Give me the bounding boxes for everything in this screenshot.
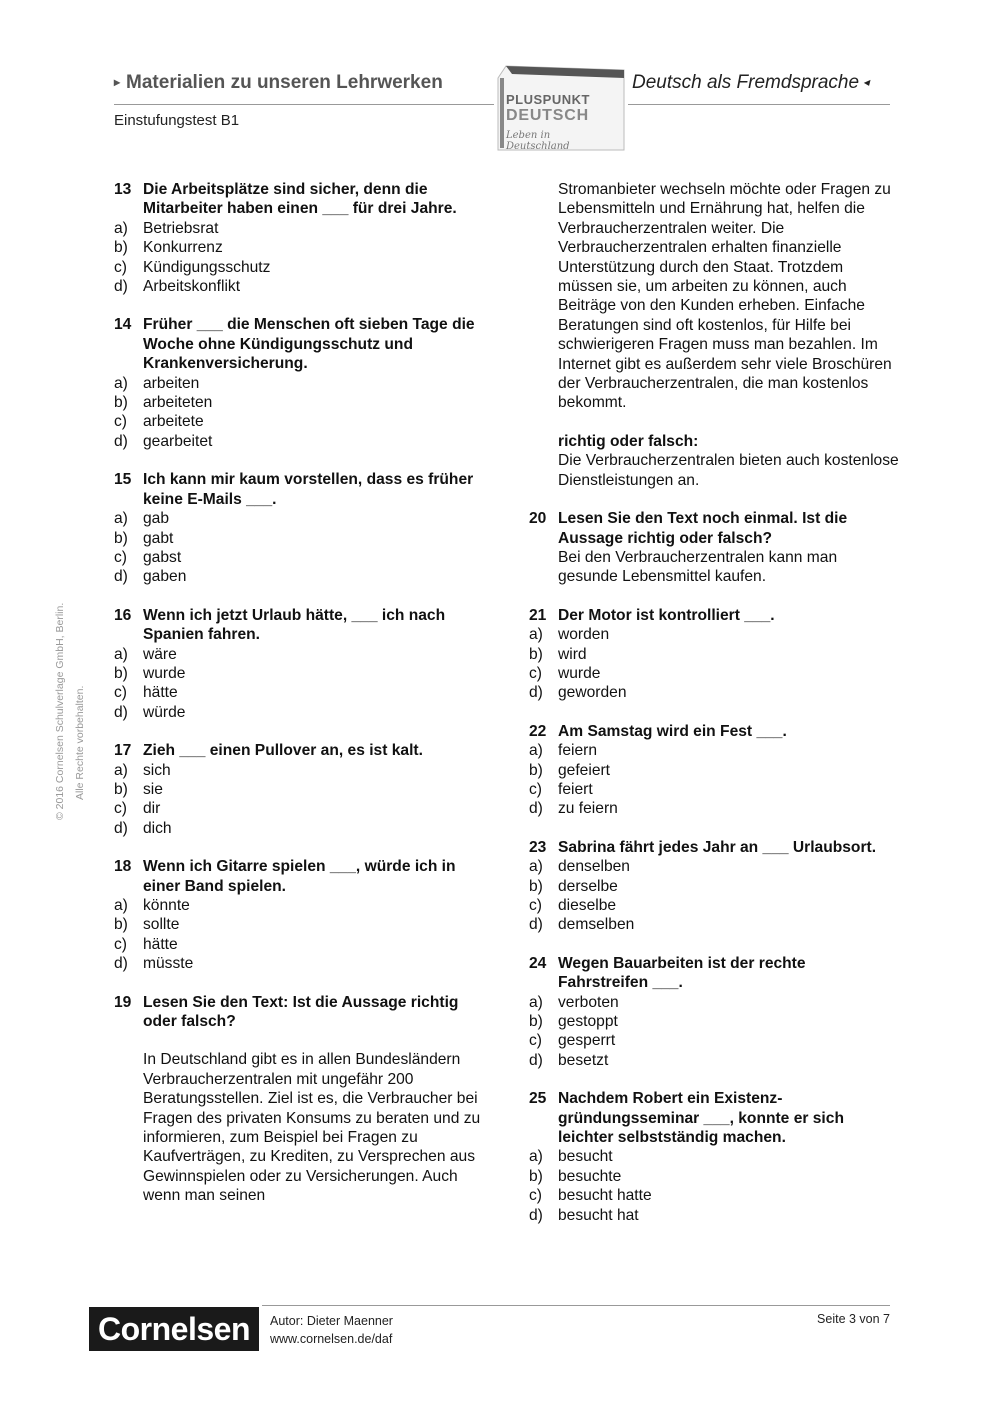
option-letter: c) bbox=[114, 548, 127, 566]
option-text: arbeitete bbox=[143, 413, 204, 431]
question-number: 21 bbox=[529, 606, 547, 624]
option-letter: b) bbox=[114, 664, 128, 682]
option-text: gearbeitet bbox=[143, 432, 213, 450]
option[interactable] bbox=[529, 877, 899, 896]
option-letter: c) bbox=[529, 664, 542, 682]
option-letter: d) bbox=[529, 1051, 543, 1069]
question-number: 23 bbox=[529, 838, 547, 856]
option-text: Kündigungsschutz bbox=[143, 258, 271, 276]
question-15 bbox=[114, 470, 484, 586]
option-letter: a) bbox=[529, 1148, 543, 1166]
subject-title bbox=[632, 72, 890, 94]
footer-divider bbox=[262, 1305, 890, 1306]
option-text: feiert bbox=[558, 780, 593, 798]
option-text: sie bbox=[143, 780, 163, 798]
option[interactable] bbox=[114, 896, 484, 915]
option-text: gabt bbox=[143, 529, 174, 547]
copyright-line-2: Alle Rechte vorbehalten. bbox=[74, 685, 86, 800]
question-16 bbox=[114, 606, 484, 722]
option-letter: c) bbox=[114, 258, 127, 276]
option-letter: b) bbox=[114, 239, 128, 257]
option-letter: c) bbox=[529, 1187, 542, 1205]
option-letter: b) bbox=[114, 529, 128, 547]
option-letter: a) bbox=[114, 510, 128, 528]
question-20 bbox=[529, 509, 899, 587]
option-letter: d) bbox=[114, 568, 128, 586]
option[interactable] bbox=[114, 258, 484, 277]
option[interactable] bbox=[529, 1167, 899, 1186]
question-text: Früher ___ die Menschen oft sieben Tage die Woche ohne Kündigungsschutz und Krankenversicherung. bbox=[143, 316, 475, 373]
question-25 bbox=[529, 1089, 899, 1225]
option-letter: c) bbox=[114, 800, 127, 818]
question-header bbox=[114, 993, 484, 1032]
question-header bbox=[529, 606, 899, 625]
question-header bbox=[529, 509, 899, 548]
option-text: würde bbox=[143, 703, 186, 721]
option[interactable] bbox=[529, 683, 899, 702]
question-header bbox=[114, 857, 484, 896]
option[interactable] bbox=[114, 915, 484, 934]
question-24 bbox=[529, 954, 899, 1070]
option[interactable] bbox=[529, 1031, 899, 1050]
option[interactable] bbox=[529, 645, 899, 664]
subject-title-text: Deutsch als Fremdsprache bbox=[632, 72, 860, 93]
option[interactable] bbox=[114, 799, 484, 818]
pluspunkt-logo bbox=[492, 64, 628, 152]
option-text: gaben bbox=[143, 568, 187, 586]
logo-line-3: Leben in Deutschland bbox=[506, 130, 570, 152]
option[interactable] bbox=[529, 857, 899, 876]
option-letter: d) bbox=[529, 1206, 543, 1224]
option-text: besucht hat bbox=[558, 1206, 639, 1224]
header-left bbox=[114, 72, 494, 94]
option[interactable] bbox=[529, 625, 899, 644]
option-letter: b) bbox=[529, 877, 543, 895]
question-13 bbox=[114, 180, 484, 296]
option-text: wäre bbox=[143, 645, 177, 663]
option-text: sollte bbox=[143, 916, 180, 934]
cornelsen-logo: Cornelsen bbox=[89, 1307, 259, 1351]
option-letter: a) bbox=[529, 742, 543, 760]
question-21 bbox=[529, 606, 899, 703]
question-text: Nachdem Robert ein Existenz-gründungsseminar ___, konnte er sich leichter selbstständig machen. bbox=[558, 1090, 844, 1147]
true-false-text: Die Verbraucherzentralen bieten auch kostenlose Dienstleistungen an. bbox=[558, 452, 899, 489]
question-header bbox=[114, 606, 484, 645]
option-text: besuchte bbox=[558, 1167, 622, 1185]
option[interactable] bbox=[114, 780, 484, 799]
option[interactable] bbox=[114, 548, 484, 567]
option-letter: d) bbox=[529, 800, 543, 818]
question-text: Zieh ___ einen Pullover an, es ist kalt. bbox=[143, 742, 423, 760]
option[interactable] bbox=[114, 645, 484, 664]
question-text: Lesen Sie den Text: Ist die Aussage richtig oder falsch? bbox=[143, 993, 459, 1031]
left-column bbox=[114, 180, 484, 1225]
option[interactable] bbox=[529, 799, 899, 818]
option[interactable] bbox=[529, 761, 899, 780]
option[interactable] bbox=[529, 741, 899, 760]
option-letter: c) bbox=[114, 935, 127, 953]
copyright-note bbox=[50, 603, 90, 820]
option[interactable] bbox=[114, 412, 484, 431]
option-text: Konkurrenz bbox=[143, 239, 223, 257]
option[interactable] bbox=[529, 1186, 899, 1205]
option-text: arbeiteten bbox=[143, 394, 213, 412]
option-letter: a) bbox=[114, 897, 128, 914]
option-letter: b) bbox=[114, 916, 128, 934]
option-letter: a) bbox=[529, 858, 543, 876]
question-text: Sabrina fährt jedes Jahr an ___ Urlaubsort. bbox=[558, 838, 877, 856]
option-text: zu feiern bbox=[558, 800, 618, 818]
option-letter: b) bbox=[529, 645, 543, 663]
question-header bbox=[529, 838, 899, 857]
option-text: derselbe bbox=[558, 877, 618, 895]
true-false-statement bbox=[529, 432, 899, 490]
question-text: Ich kann mir kaum vorstellen, dass es früher keine E-Mails ___. bbox=[143, 471, 474, 508]
series-title-text: Materialien zu unseren Lehrwerken bbox=[126, 72, 443, 93]
option-text: besucht hatte bbox=[558, 1187, 652, 1205]
option-letter: b) bbox=[114, 780, 128, 798]
option-letter: d) bbox=[114, 703, 128, 721]
true-false-label: richtig oder falsch: bbox=[558, 432, 699, 450]
question-number: 16 bbox=[114, 606, 132, 624]
question-22 bbox=[529, 722, 899, 819]
question-statement: Bei den Verbraucherzentralen kann man gesunde Lebensmittel kaufen. bbox=[558, 548, 838, 586]
option-text: wurde bbox=[143, 664, 186, 682]
question-number: 20 bbox=[529, 510, 547, 528]
option[interactable] bbox=[529, 1147, 899, 1166]
question-header bbox=[114, 180, 484, 219]
question-text: Wegen Bauarbeiten ist der rechte Fahrstreifen ___. bbox=[558, 954, 806, 992]
option[interactable] bbox=[114, 703, 484, 722]
logo-line-1: PLUSPUNKT bbox=[506, 92, 590, 107]
caret-right-icon: ▸ bbox=[114, 75, 121, 89]
header-divider-right bbox=[628, 104, 890, 105]
option-letter: b) bbox=[114, 394, 128, 412]
option[interactable] bbox=[529, 664, 899, 683]
option[interactable] bbox=[529, 1206, 899, 1225]
option-text: müsste bbox=[143, 955, 194, 973]
option[interactable] bbox=[114, 664, 484, 683]
option-text: gestoppt bbox=[558, 1013, 618, 1031]
header-right bbox=[632, 72, 890, 94]
option-text: geworden bbox=[558, 684, 627, 702]
question-header bbox=[529, 722, 899, 741]
option-text: sich bbox=[143, 761, 171, 779]
option-text: gabst bbox=[143, 548, 182, 566]
option-letter: c) bbox=[529, 1032, 542, 1050]
page-number: Seite 3 von 7 bbox=[817, 1312, 890, 1326]
question-number: 15 bbox=[114, 471, 132, 489]
logo-line-2: DEUTSCH bbox=[506, 107, 589, 124]
option-text: dir bbox=[143, 800, 161, 818]
question-number: 13 bbox=[114, 181, 132, 198]
option[interactable] bbox=[114, 761, 484, 780]
option[interactable] bbox=[529, 1012, 899, 1031]
option[interactable] bbox=[114, 935, 484, 954]
question-23 bbox=[529, 838, 899, 935]
option-text: Arbeitskonflikt bbox=[143, 278, 241, 296]
caret-left-icon: ◂ bbox=[863, 75, 870, 89]
option-letter: d) bbox=[114, 278, 128, 296]
option-text: besucht bbox=[558, 1148, 613, 1166]
question-19 bbox=[114, 993, 484, 1206]
option[interactable] bbox=[114, 683, 484, 702]
option[interactable] bbox=[529, 915, 899, 934]
option-text: demselben bbox=[558, 916, 635, 934]
question-header bbox=[114, 470, 484, 509]
question-number: 19 bbox=[114, 993, 132, 1011]
option-letter: b) bbox=[529, 1167, 543, 1185]
series-title bbox=[114, 72, 494, 94]
option-text: denselben bbox=[558, 858, 630, 876]
option-text: feiern bbox=[558, 742, 598, 760]
option-letter: b) bbox=[529, 761, 543, 779]
question-text: Der Motor ist kontrolliert ___. bbox=[558, 606, 775, 624]
option[interactable] bbox=[529, 1051, 899, 1070]
right-column bbox=[529, 180, 899, 1244]
option-letter: c) bbox=[529, 780, 542, 798]
option-text: dieselbe bbox=[558, 897, 617, 914]
header-divider-left bbox=[114, 104, 494, 105]
option[interactable] bbox=[114, 238, 484, 257]
option-letter: c) bbox=[529, 897, 542, 914]
option-letter: d) bbox=[529, 684, 543, 702]
footer-author: Autor: Dieter Maenner bbox=[270, 1314, 393, 1328]
option[interactable] bbox=[114, 432, 484, 451]
option[interactable] bbox=[114, 509, 484, 528]
footer-url[interactable]: www.cornelsen.de/daf bbox=[270, 1332, 393, 1346]
option[interactable] bbox=[114, 529, 484, 548]
option[interactable] bbox=[114, 567, 484, 586]
question-text: Wenn ich jetzt Urlaub hätte, ___ ich nach Spanien fahren. bbox=[143, 606, 446, 644]
option-letter: c) bbox=[114, 413, 127, 431]
option-letter: d) bbox=[114, 432, 128, 450]
option[interactable] bbox=[114, 393, 484, 412]
reading-passage-continued: Stromanbieter wechseln möchte oder Fragen zu Lebensmitteln und Ernährung hat, helfen die Verbraucherzentralen weiter. Die Verbraucherzentralen erhalten finanzielle Unterstützung durch den Staat. Trotzdem müssen sie, um arbeiten zu können, auch Beiträge von den Kunden erheben. Einfache Beratungen sind oft kostenlos, für Hilfe bei schwierigeren Fragen muss man bezahlen. Im Internet gibt es außerdem sehr viele Broschüren der Verbraucherzentralen, die man kostenlos bekommt. bbox=[558, 181, 892, 412]
option[interactable] bbox=[114, 954, 484, 973]
option-text: arbeiten bbox=[143, 374, 200, 392]
option-text: gab bbox=[143, 510, 170, 528]
question-text: Die Arbeitsplätze sind sicher, denn die Mitarbeiter haben einen ___ für drei Jahre. bbox=[143, 181, 457, 218]
option-letter: d) bbox=[114, 819, 128, 837]
option-letter: a) bbox=[529, 626, 543, 644]
option-text: Betriebsrat bbox=[143, 219, 219, 237]
option[interactable] bbox=[529, 993, 899, 1012]
question-header bbox=[114, 315, 484, 373]
question-18 bbox=[114, 857, 484, 973]
option-text: hätte bbox=[143, 684, 178, 702]
question-text: Lesen Sie den Text noch einmal. Ist die Aussage richtig oder falsch? bbox=[558, 510, 848, 547]
option-letter: a) bbox=[529, 993, 543, 1011]
option[interactable] bbox=[114, 374, 484, 393]
option[interactable] bbox=[114, 819, 484, 838]
question-header bbox=[529, 954, 899, 993]
question-number: 22 bbox=[529, 722, 547, 740]
question-number: 17 bbox=[114, 742, 132, 760]
option-text: dich bbox=[143, 819, 172, 837]
option-text: gesperrt bbox=[558, 1032, 616, 1050]
question-number: 25 bbox=[529, 1090, 547, 1108]
option-text: worden bbox=[558, 626, 610, 644]
option-letter: a) bbox=[114, 219, 128, 237]
option[interactable] bbox=[114, 277, 484, 296]
option[interactable] bbox=[529, 896, 899, 915]
question-14 bbox=[114, 315, 484, 451]
option-text: hätte bbox=[143, 935, 178, 953]
question-number: 18 bbox=[114, 858, 132, 876]
option-letter: a) bbox=[114, 374, 128, 392]
option-letter: a) bbox=[114, 761, 128, 779]
option-letter: d) bbox=[529, 916, 543, 934]
question-header bbox=[114, 741, 484, 760]
footer-meta bbox=[270, 1312, 393, 1348]
question-text: Wenn ich Gitarre spielen ___, würde ich in einer Band spielen. bbox=[143, 858, 456, 895]
question-number: 24 bbox=[529, 954, 547, 972]
reading-passage: In Deutschland gibt es in allen Bundesländern Verbraucherzentralen mit ungefähr 200 Beratungsstellen. Ziel ist es, die Verbraucher bei Fragen des privaten Konsums zu beraten und zu informieren, zum Beispiel bei Fragen zu Kaufverträgen, zu Krediten, zu Versprechen aus Gewinnspielen oder zu Versicherungen. Auch wenn man seinen bbox=[143, 1051, 481, 1205]
option-text: könnte bbox=[143, 897, 190, 914]
option-text: wurde bbox=[558, 664, 601, 682]
option-letter: d) bbox=[114, 955, 128, 973]
option-letter: a) bbox=[114, 645, 128, 663]
option[interactable] bbox=[529, 780, 899, 799]
question-number: 14 bbox=[114, 316, 132, 334]
question-17 bbox=[114, 741, 484, 838]
copyright-line-1: © 2016 Cornelsen Schulverlage GmbH, Berlin. bbox=[54, 602, 66, 820]
option-text: gefeiert bbox=[558, 761, 611, 779]
test-title: Einstufungstest B1 bbox=[114, 112, 240, 129]
question-header bbox=[529, 1089, 899, 1147]
option-letter: b) bbox=[529, 1013, 543, 1031]
option-letter: c) bbox=[114, 684, 127, 702]
option-text: wird bbox=[558, 645, 587, 663]
option-text: besetzt bbox=[558, 1051, 609, 1069]
question-text: Am Samstag wird ein Fest ___. bbox=[558, 722, 787, 740]
option[interactable] bbox=[114, 219, 484, 238]
option-text: verboten bbox=[558, 993, 619, 1011]
